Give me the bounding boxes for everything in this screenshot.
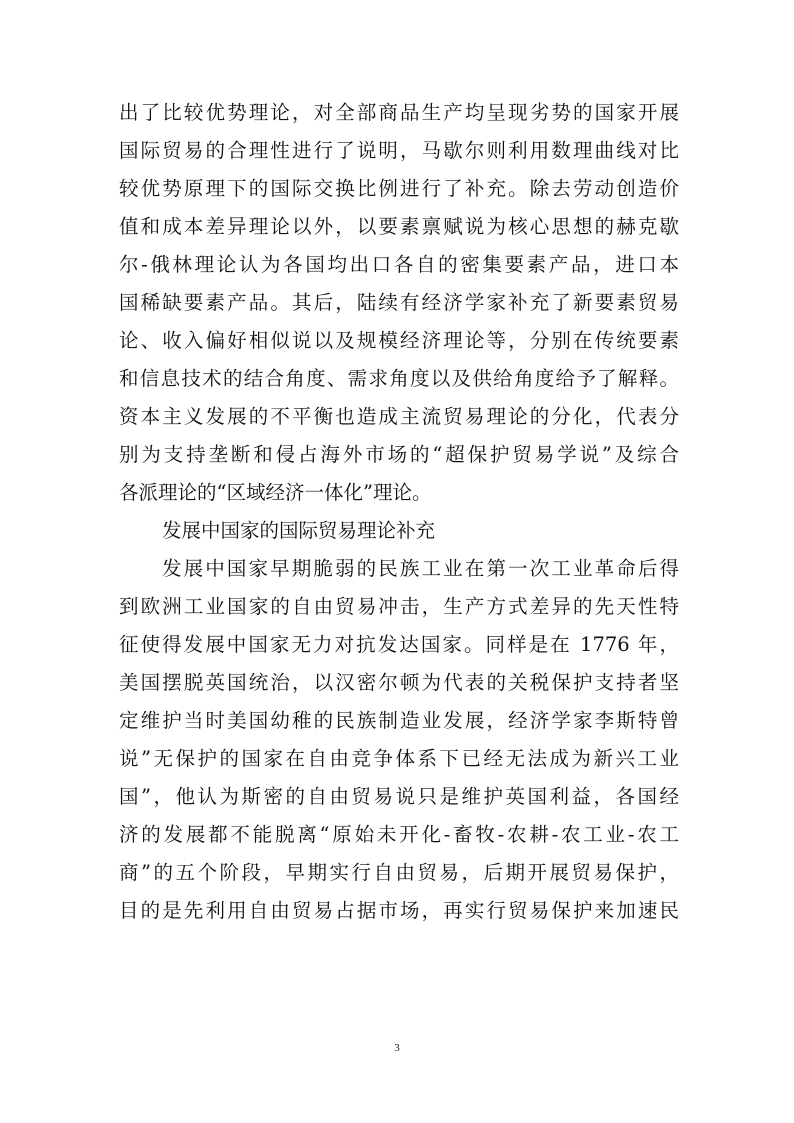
text-line: 较优势原理下的国际交换比例进行了补充。除去劳动创造价 xyxy=(119,177,679,200)
text-line: 定维护当时美国幼稚的民族制造业发展，经济学家李斯特曾 xyxy=(119,709,679,732)
text-line: 济的发展都不能脱离“原始未开化-畜牧-农耕-农工业-农工 xyxy=(119,823,679,846)
text-line: 各派理论的“区域经济一体化”理论。 xyxy=(119,481,432,504)
text-line: 别为支持垄断和侵占海外市场的“超保护贸易学说”及综合 xyxy=(119,443,679,466)
text-line: 尔-俄林理论认为各国均出口各自的密集要素产品，进口本 xyxy=(119,253,679,276)
text-line: 国稀缺要素产品。其后，陆续有经济学家补充了新要素贸易 xyxy=(119,291,679,314)
text-line: 国际贸易的合理性进行了说明，马歇尔则利用数理曲线对比 xyxy=(119,139,679,162)
text-line: 资本主义发展的不平衡也造成主流贸易理论的分化，代表分 xyxy=(119,405,679,428)
text-line: 征使得发展中国家无力对抗发达国家。同样是在 1776 年， xyxy=(119,633,679,656)
text-line: 说”无保护的国家在自由竞争体系下已经无法成为新兴工业 xyxy=(119,747,679,770)
text-line: 到欧洲工业国家的自由贸易冲击，生产方式差异的先天性特 xyxy=(119,595,679,618)
text-line: 出了比较优势理论，对全部商品生产均呈现劣势的国家开展 xyxy=(119,101,679,124)
page-number: 3 xyxy=(394,1042,400,1054)
text-line: 国”，他认为斯密的自由贸易说只是维护英国利益，各国经 xyxy=(119,785,679,808)
text-line: 目的是先利用自由贸易占据市场，再实行贸易保护来加速民 xyxy=(119,899,679,922)
text-line: 商”的五个阶段，早期实行自由贸易，后期开展贸易保护， xyxy=(119,861,679,884)
section-heading: 发展中国家的国际贸易理论补充 xyxy=(162,519,436,542)
text-line: 发展中国家早期脆弱的民族工业在第一次工业革命后得 xyxy=(162,557,679,580)
text-line: 和信息技术的结合角度、需求角度以及供给角度给予了解释。 xyxy=(119,367,679,390)
text-line: 美国摆脱英国统治，以汉密尔顿为代表的关税保护支持者坚 xyxy=(119,671,679,694)
text-line: 值和成本差异理论以外，以要素禀赋说为核心思想的赫克歇 xyxy=(119,215,679,238)
text-line: 论、收入偏好相似说以及规模经济理论等，分别在传统要素 xyxy=(119,329,679,352)
